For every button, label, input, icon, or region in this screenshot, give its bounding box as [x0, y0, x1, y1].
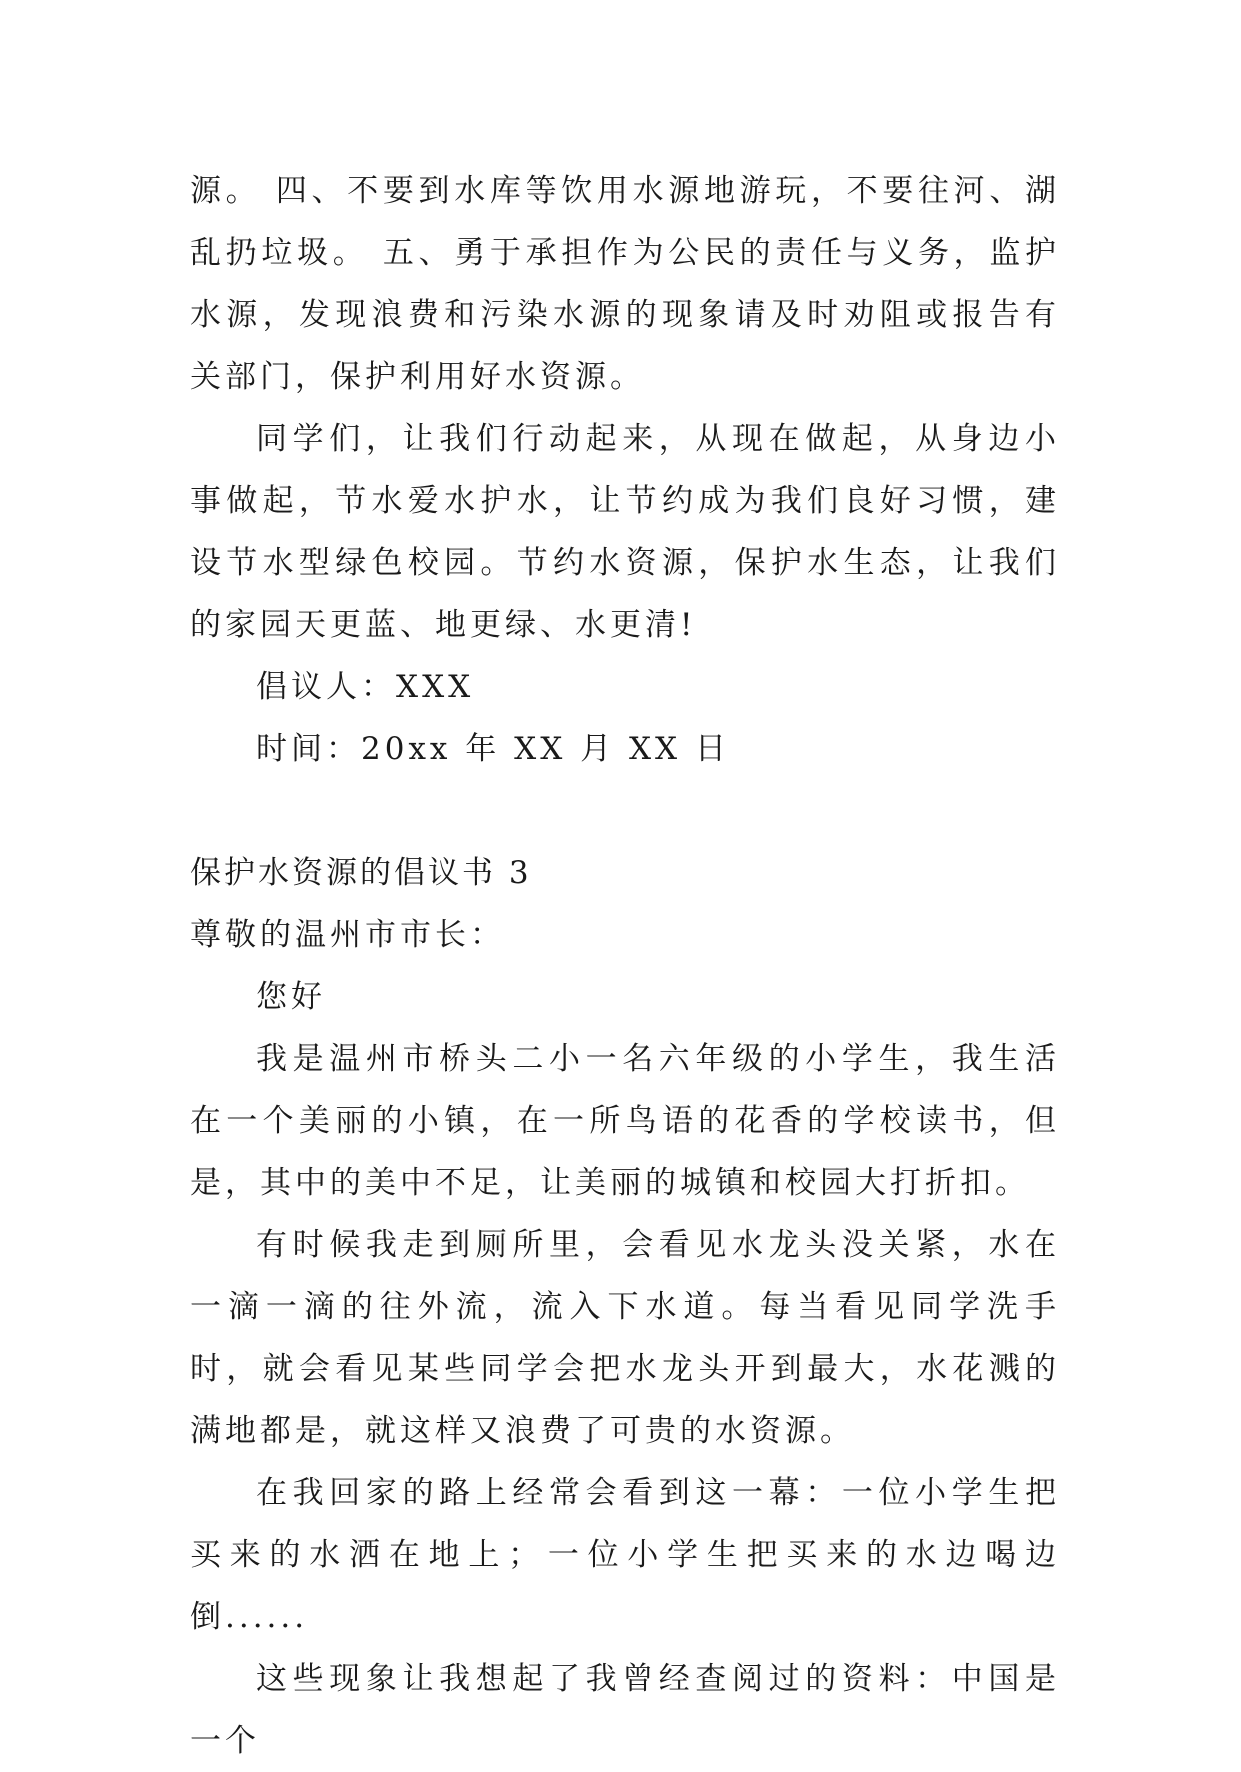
paragraph-reflection: 这些现象让我想起了我曾经查阅过的资料：中国是一个	[190, 1661, 1060, 1759]
paragraph-call-to-action: 同学们，让我们行动起来，从现在做起，从身边小事做起，节水爱水护水，让节约成为我们良好习惯，建设节水型绿色校园。节约水资源，保护水生态，让我们的家园天更蓝、地更绿、水更清!	[190, 421, 1060, 643]
section-gap	[190, 780, 1060, 842]
initiator-line: 倡议人：XXX	[256, 669, 475, 705]
document-page	[190, 160, 1060, 1772]
date-line: 时间：20xx 年 XX 月 XX 日	[256, 731, 730, 767]
paragraph-introduction: 我是温州市桥头二小一名六年级的小学生，我生活在一个美丽的小镇，在一所鸟语的花香的学校读书，但是，其中的美中不足，让美丽的城镇和校园大打折扣。	[190, 1041, 1060, 1201]
section-title: 保护水资源的倡议书 3	[190, 855, 532, 891]
greeting: 您好	[256, 979, 326, 1015]
paragraph-faucet-waste: 有时候我走到厕所里，会看见水龙头没关紧，水在一滴一滴的往外流，流入下水道。每当看见同学洗手时，就会看见某些同学会把水龙头开到最大，水花溅的满地都是，就这样又浪费了可贵的水资源。	[190, 1227, 1060, 1449]
paragraph-roadside-waste: 在我回家的路上经常会看到这一幕：一位小学生把买来的水洒在地上；一位小学生把买来的水边喝边倒......	[190, 1475, 1060, 1635]
paragraph-water-protection-points: 源。 四、不要到水库等饮用水源地游玩，不要往河、湖乱扔垃圾。 五、勇于承担作为公民的责任与义务，监护水源，发现浪费和污染水源的现象请及时劝阻或报告有关部门，保护利用好水资源。	[190, 173, 1060, 395]
salutation: 尊敬的温州市市长：	[190, 917, 505, 953]
